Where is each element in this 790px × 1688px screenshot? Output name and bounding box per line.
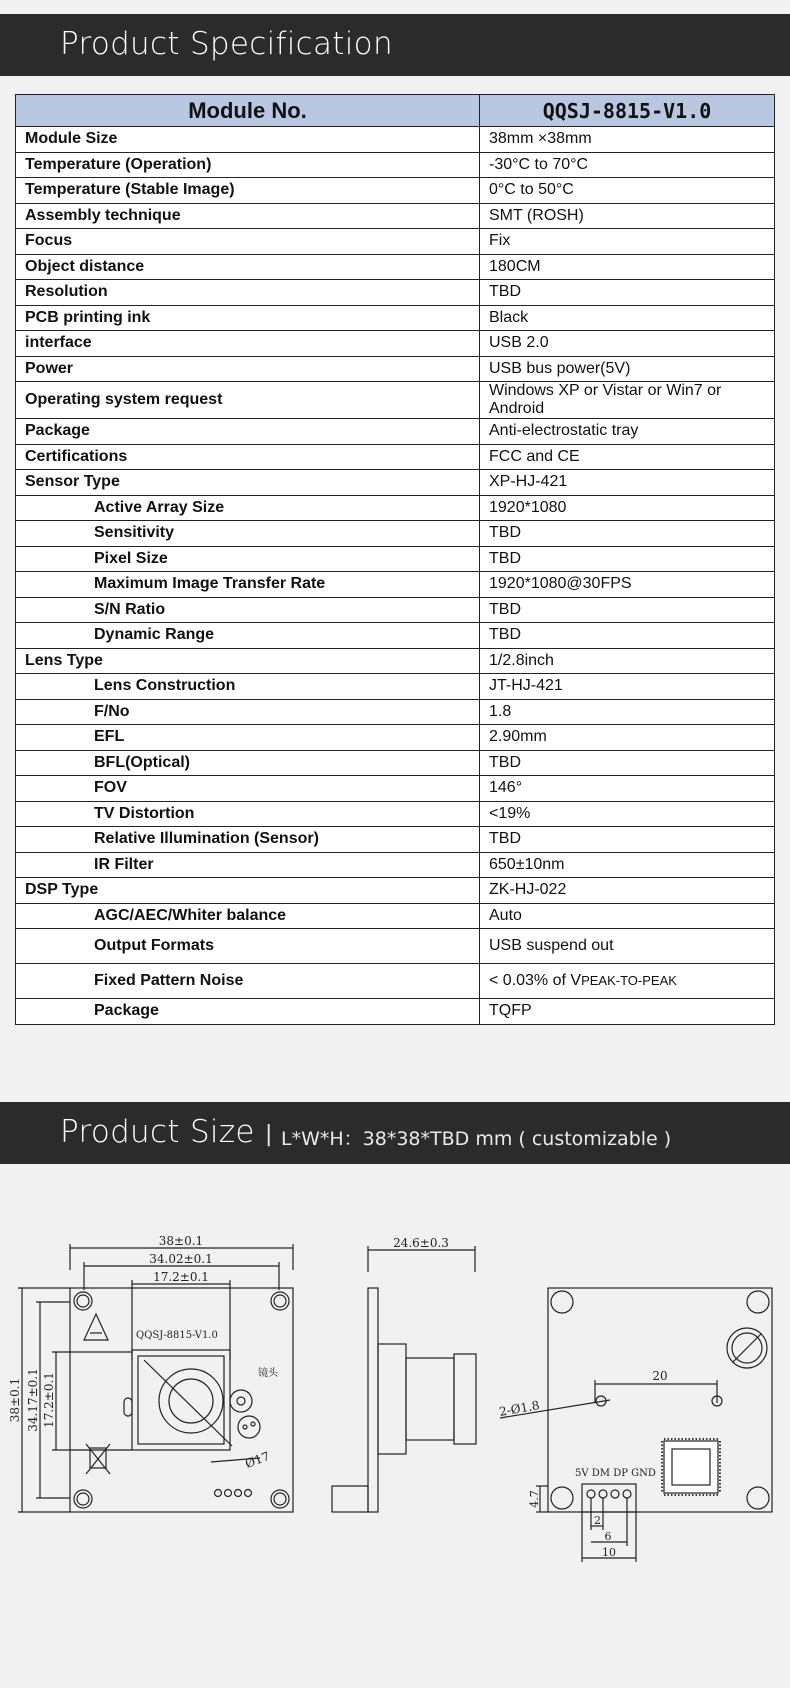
spec-key: Sensor Type (16, 470, 480, 496)
spec-value: 146° (480, 776, 775, 802)
spec-value: TBD (480, 597, 775, 623)
spec-value: 1.8 (480, 699, 775, 725)
spec-key: Sensitivity (16, 521, 480, 547)
front-dim-height: 38±0.1 (8, 1377, 22, 1423)
spec-key: Focus (16, 229, 480, 255)
spec-row (16, 964, 775, 999)
spec-row (16, 827, 775, 853)
spec-header-row (16, 95, 775, 127)
spec-value: USB suspend out (480, 929, 775, 964)
spec-row (16, 801, 775, 827)
spec-key: Lens Type (16, 648, 480, 674)
spec-row (16, 776, 775, 802)
spec-value: TBD (480, 827, 775, 853)
spec-value: TBD (480, 521, 775, 547)
dimension-drawings (0, 1190, 790, 1610)
spec-value: TBD (480, 546, 775, 572)
spec-value: XP-HJ-421 (480, 470, 775, 496)
spec-row (16, 495, 775, 521)
spec-row (16, 356, 775, 382)
spec-row (16, 521, 775, 547)
spec-row (16, 546, 775, 572)
spec-value-prefix: < 0.03% of V (489, 972, 582, 989)
spec-value: <19% (480, 801, 775, 827)
spec-row (16, 305, 775, 331)
spec-row (16, 903, 775, 929)
spec-row (16, 419, 775, 445)
spec-row (16, 648, 775, 674)
spec-value: TQFP (480, 999, 775, 1025)
spec-row (16, 152, 775, 178)
spec-value: 1920*1080@30FPS (480, 572, 775, 598)
spec-row (16, 674, 775, 700)
spec-key: Temperature (Operation) (16, 152, 480, 178)
spec-value: USB 2.0 (480, 331, 775, 357)
size-banner-dimensions: L*W*H：38*38*TBD mm ( customizable ) (281, 1128, 672, 1150)
spec-value: Auto (480, 903, 775, 929)
spec-key: Operating system request (16, 382, 480, 419)
spec-value: 2.90mm (480, 725, 775, 751)
back-hole-spacing: 20 (652, 1369, 668, 1383)
spec-key: Lens Construction (16, 674, 480, 700)
spec-value: Black (480, 305, 775, 331)
spec-key: interface (16, 331, 480, 357)
spec-row (16, 127, 775, 153)
spec-header-value: QQSJ-8815-V1.0 (480, 95, 775, 127)
spec-banner-title: Product Specification (60, 26, 393, 62)
back-dim-conn: 6 (604, 1530, 612, 1543)
front-board-label: QQSJ-8815-V1.0 (136, 1330, 218, 1341)
spec-key: FOV (16, 776, 480, 802)
spec-value: 650±10nm (480, 852, 775, 878)
size-banner (0, 1102, 790, 1164)
size-banner-title: Product Size (60, 1114, 255, 1150)
spec-row (16, 470, 775, 496)
spec-row (16, 203, 775, 229)
spec-key: Active Array Size (16, 495, 480, 521)
spec-value: JT-HJ-421 (480, 674, 775, 700)
spec-value: Anti-electrostatic tray (480, 419, 775, 445)
spec-row (16, 229, 775, 255)
front-dim-lens-width: 17.2±0.1 (153, 1270, 209, 1284)
spec-key: Object distance (16, 254, 480, 280)
back-dim-pitch: 2 (594, 1514, 601, 1527)
spec-header-key: Module No. (16, 95, 480, 127)
spec-key: PCB printing ink (16, 305, 480, 331)
spec-key: Certifications (16, 444, 480, 470)
spec-value: TBD (480, 623, 775, 649)
back-dim-edge: 4.7 (528, 1490, 541, 1508)
spec-row (16, 750, 775, 776)
front-dim-hole-spacing-v: 34.17±0.1 (26, 1368, 40, 1432)
front-dim-hole-spacing: 34.02±0.1 (149, 1252, 213, 1266)
spec-value: TBD (480, 750, 775, 776)
spec-key: IR Filter (16, 852, 480, 878)
front-dim-width: 38±0.1 (158, 1234, 204, 1248)
spec-value: 180CM (480, 254, 775, 280)
spec-row (16, 572, 775, 598)
spec-key: AGC/AEC/Whiter balance (16, 903, 480, 929)
spec-key: Pixel Size (16, 546, 480, 572)
front-lens-diameter: Ø17 (243, 1449, 272, 1471)
spec-key: Dynamic Range (16, 623, 480, 649)
spec-table (15, 94, 775, 1025)
side-view-drawing (332, 1246, 476, 1512)
spec-value: Fix (480, 229, 775, 255)
spec-key: Maximum Image Transfer Rate (16, 572, 480, 598)
spec-value: -30°C to 70°C (480, 152, 775, 178)
spec-value: USB bus power(5V) (480, 356, 775, 382)
spec-key: TV Distortion (16, 801, 480, 827)
spec-value: Windows XP or Vistar or Win7 or Android (480, 382, 775, 419)
spec-key: BFL(Optical) (16, 750, 480, 776)
spec-row (16, 929, 775, 964)
spec-row (16, 597, 775, 623)
spec-value: 1/2.8inch (480, 648, 775, 674)
spec-value: SMT (ROSH) (480, 203, 775, 229)
front-dim-lens-height: 17.2±0.1 (42, 1372, 56, 1428)
spec-row (16, 623, 775, 649)
spec-value: 1920*1080 (480, 495, 775, 521)
spec-key: Resolution (16, 280, 480, 306)
spec-value-suffix: PEAK-TO-PEAK (581, 973, 677, 988)
back-hole-label: 2-Ø1.8 (498, 1398, 541, 1419)
spec-key: Output Formats (16, 929, 480, 964)
spec-row (16, 444, 775, 470)
spec-key: Package (16, 999, 480, 1025)
spec-value: TBD (480, 280, 775, 306)
spec-value: 0°C to 50°C (480, 178, 775, 204)
spec-row (16, 725, 775, 751)
spec-row (16, 178, 775, 204)
front-lens-label: 镜头 (258, 1368, 278, 1379)
spec-key: Assembly technique (16, 203, 480, 229)
front-view-drawing (18, 1244, 293, 1512)
spec-row (16, 878, 775, 904)
spec-value: 38mm ×38mm (480, 127, 775, 153)
spec-key: Power (16, 356, 480, 382)
spec-value: ZK-HJ-022 (480, 878, 775, 904)
back-pins-label: 5V DM DP GND (575, 1468, 656, 1479)
spec-key: DSP Type (16, 878, 480, 904)
spec-row (16, 852, 775, 878)
spec-key: F/No (16, 699, 480, 725)
back-view-drawing (500, 1288, 772, 1562)
spec-row (16, 382, 775, 419)
back-dim-conn-total: 10 (602, 1546, 616, 1559)
spec-key: Temperature (Stable Image) (16, 178, 480, 204)
spec-key: Fixed Pattern Noise (16, 964, 480, 999)
spec-value: FCC and CE (480, 444, 775, 470)
spec-key: EFL (16, 725, 480, 751)
spec-row (16, 254, 775, 280)
spec-row (16, 699, 775, 725)
spec-key: S/N Ratio (16, 597, 480, 623)
spec-row (16, 331, 775, 357)
spec-banner (0, 14, 790, 76)
spec-row (16, 999, 775, 1025)
spec-key: Package (16, 419, 480, 445)
spec-row (16, 280, 775, 306)
spec-key: Relative Illumination (Sensor) (16, 827, 480, 853)
side-dim-depth: 24.6±0.3 (393, 1236, 449, 1250)
spec-key: Module Size (16, 127, 480, 153)
size-banner-separator: | (265, 1122, 273, 1147)
spec-value (480, 964, 775, 999)
